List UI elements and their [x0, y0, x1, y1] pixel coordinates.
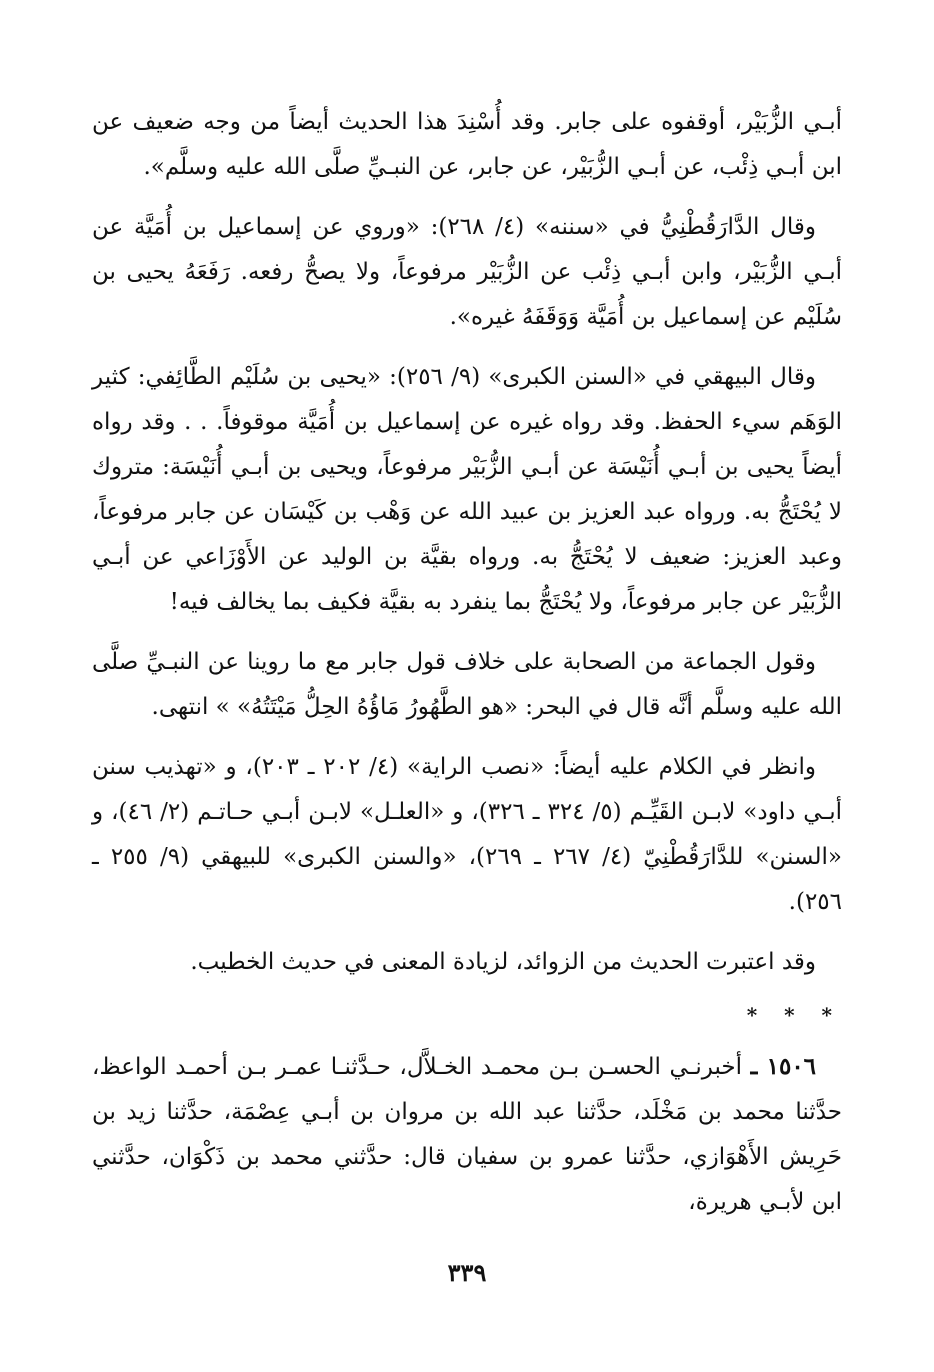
paragraph-continuation: أبـي الزُّبَيْر، أوقفوه على جابر. وقد أُسْنِدَ هذا الحديث أيضاً من وجه ضعيف عن ابن أبـي ذِئْب، عن أبـي الزُّبَيْر، عن جابر، عن النبـيِّ صلَّى الله عليه وسلَّم».: [92, 109, 842, 180]
hadith-paragraph: [92, 1044, 842, 1225]
paragraph-daraqutni: وقال الدَّارَقُطْنِيُّ في «سننه» (٤/ ٢٦٨): «وروي عن إسماعيل بن أُمَيَّة عن أبـي الزُّبَيْر، وابن أبـي ذِئْب عن الزُّبَيْر مرفوعاً، ولا يصحُّ رفعه. رَفَعَهُ يحيى بن سُلَيْم عن إسماعيل بن أُمَيَّة وَوَقَفَهُ غيره».: [92, 214, 842, 330]
paragraph-zawaid-note: وقد اعتبرت الحديث من الزوائد، لزيادة المعنى في حديث الخطيب.: [190, 949, 816, 975]
paragraph-bayhaqi: وقال البيهقي في «السنن الكبرى» (٩/ ٢٥٦): «يحيى بن سُلَيْم الطَّائِفي: كثير الوَهَم سيء الحفظ. وقد رواه غيره عن إسماعيل بن أُمَيَّة موقوفاً. . . وقد رواه أيضاً يحيى بن أبـي أُنَيْسَة عن أبـي الزُّبَيْر مرفوعاً، ويحيى بن أبـي أُنَيْسَة: متروك لا يُحْتَجُّ به. ورواه عبد العزيز بن عبيد الله عن وَهْب بن كَيْسَان عن جابر مرفوعاً، وعبد العزيز: ضعيف لا يُحْتَجُّ به. ورواه بقيَّة بن الوليد عن الأَوْزَاعي عن أبـي الزُّبَيْر عن جابر مرفوعاً، ولا يُحْتَجُّ بما ينفرد به بقيَّة فكيف بما يخالف فيه!: [92, 364, 842, 615]
page-number: ٣٣٩: [447, 1258, 487, 1287]
hadith-chain-text: أخبرنـي الحسـن بـن محمـد الخـلاَّل، حـدَّثنـا عمـر بـن أحمـد الواعظ، حدَّثنا محمد بن مَخْلَد، حدَّثنا عبد الله بن مروان بن أبـي عِصْمَة، حدَّثنا زيد بن حَرِيش الأَهْوَازي، حدَّثنا عمرو بن سفيان قال: حدَّثني محمد بن ذَكْوَان، حدَّثني ابن لأبـي هريرة،: [92, 1054, 842, 1215]
hadith-number: ١٥٠٦ ـ: [750, 1053, 817, 1080]
paragraph-companions: وقول الجماعة من الصحابة على خلاف قول جابر مع ما روينا عن النبـيِّ صلَّى الله عليه وسلَّم أنَّه قال في البحر: «هو الطَّهُورُ مَاؤُهُ الحِلُّ مَيْتَتُهُ» » انتهى.: [92, 649, 842, 720]
page-body: [92, 100, 842, 1240]
paragraph-references: وانظر في الكلام عليه أيضاً: «نصب الراية» (٤/ ٢٠٢ ـ ٢٠٣)، و «تهذيب سنن أبـي داود» لابـن القَيِّـم (٥/ ٣٢٤ ـ ٣٢٦)، و «العلـل» لابـن أبـي حـاتـم (٢/ ٤٦)، و «السنن» للدَّارَقُطْنِيّ (٤/ ٢٦٧ ـ ٢٦٩)، «والسنن الكبرى» للبيهقي (٩/ ٢٥٥ ـ ٢٥٦).: [92, 754, 842, 915]
section-separator: * * *: [746, 1003, 842, 1027]
